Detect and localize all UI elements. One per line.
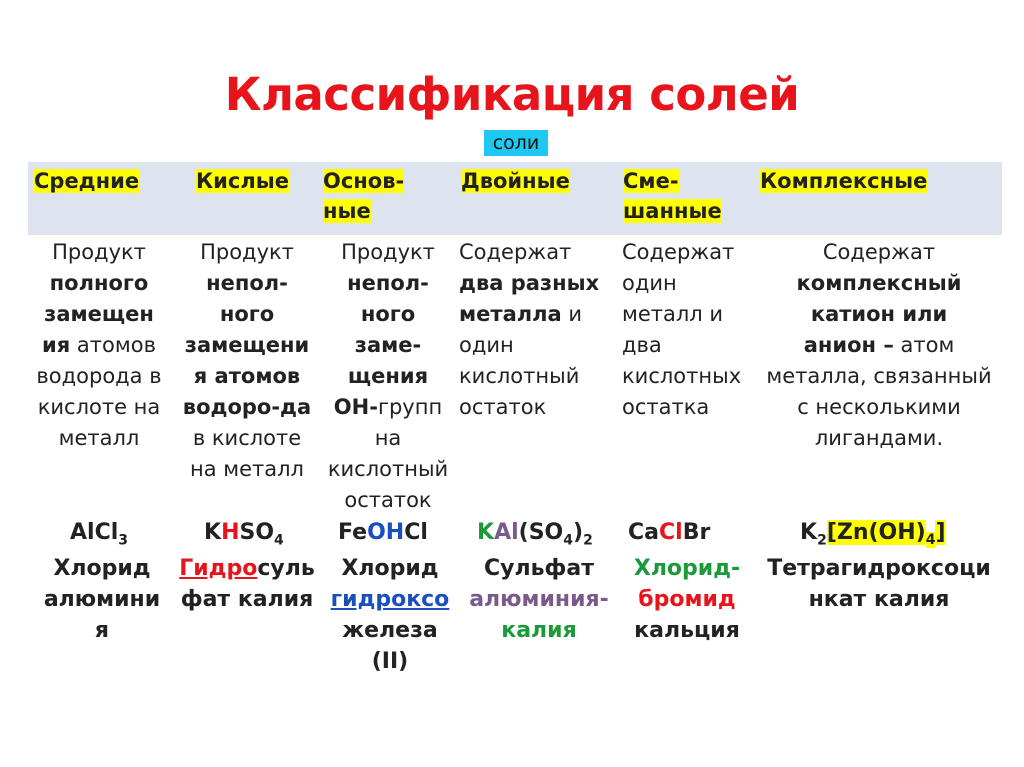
salt-name-line <box>174 584 320 615</box>
salt-name-line <box>322 553 458 584</box>
salt-name-part: нкат калия <box>808 587 950 612</box>
salt-name-line <box>322 584 458 615</box>
description-tail: групп <box>377 395 443 419</box>
formula-part: K <box>477 520 495 545</box>
salt-name-part: кальция <box>634 618 740 643</box>
salt-name-line <box>32 615 172 646</box>
formula-part: 4 <box>274 532 284 549</box>
description-text: Содержат <box>622 240 735 264</box>
salt-name-part: гидроксо <box>330 587 450 612</box>
column-description-5 <box>622 237 752 423</box>
description-line <box>174 392 320 423</box>
formula-part: Ca <box>628 520 659 545</box>
description-text: анион – <box>803 333 894 357</box>
description-line <box>174 299 320 330</box>
description-text: металла <box>459 302 562 326</box>
description-text: ного <box>360 302 416 326</box>
description-text: катион или <box>810 302 948 326</box>
description-text: замещен <box>44 302 154 326</box>
column-header-4 <box>461 166 570 196</box>
description-line <box>622 237 752 268</box>
description-line <box>756 361 1002 392</box>
salt-name-4 <box>459 553 619 646</box>
description-text: в кислоте <box>192 426 302 450</box>
column-description-1 <box>30 237 168 454</box>
salt-name-part: калия <box>501 618 577 643</box>
description-text: водорода в <box>36 364 162 388</box>
description-text: ного <box>219 302 275 326</box>
salt-name-line <box>459 615 619 646</box>
root-label-soli: соли <box>484 130 548 156</box>
formula-part: (SO <box>518 520 564 545</box>
formula-part: 2 <box>583 532 593 549</box>
salt-name-line <box>322 646 458 677</box>
description-line <box>322 268 454 299</box>
description-line <box>30 237 168 268</box>
description-tail: и <box>561 302 583 326</box>
salt-name-part: Сульфат <box>484 556 594 581</box>
column-header-6 <box>760 166 927 196</box>
description-tail: атом <box>893 333 955 357</box>
description-text: замещени <box>184 333 310 357</box>
description-line <box>30 361 168 392</box>
description-line <box>622 392 752 423</box>
description-line <box>622 361 752 392</box>
description-line <box>322 392 454 423</box>
formula-1 <box>70 518 128 555</box>
description-line <box>459 268 619 299</box>
description-text: кислотный <box>327 457 449 481</box>
description-line <box>459 330 619 361</box>
description-line <box>30 392 168 423</box>
description-text: остаток <box>344 488 432 512</box>
salt-name-2 <box>174 553 320 615</box>
column-header-1 <box>34 166 139 196</box>
column-header-line: шанные <box>623 199 722 223</box>
salt-name-part: Хлорид <box>341 556 439 581</box>
description-line <box>174 361 320 392</box>
description-line <box>322 423 454 454</box>
description-text: металл и <box>622 302 724 326</box>
description-line <box>174 330 320 361</box>
formula-4 <box>477 518 593 555</box>
formula-part: 4 <box>563 532 573 549</box>
salt-name-6 <box>756 553 1002 615</box>
description-text: с несколькими <box>797 395 961 419</box>
description-text: остатка <box>622 395 710 419</box>
column-header-line: Двойные <box>461 169 570 193</box>
column-header-3 <box>323 166 404 226</box>
page-title: Классификация солей <box>224 68 800 121</box>
description-text: один <box>459 333 514 357</box>
salt-name-line <box>459 584 619 615</box>
description-text: полного <box>49 271 149 295</box>
formula-part: Cl <box>659 520 683 545</box>
salt-name-3 <box>322 553 458 677</box>
column-description-4 <box>459 237 619 423</box>
description-line <box>756 330 1002 361</box>
column-header-line: Кислые <box>196 169 289 193</box>
salt-name-part: алюминия- <box>469 587 609 612</box>
column-header-line: Средние <box>34 169 140 193</box>
column-header-line: Сме- <box>623 169 679 193</box>
description-line <box>174 237 320 268</box>
description-text: непол- <box>206 271 288 295</box>
description-tail: атомов <box>70 333 156 357</box>
description-line <box>322 237 454 268</box>
column-description-3 <box>322 237 454 516</box>
salt-name-line <box>32 584 172 615</box>
description-line <box>322 330 454 361</box>
description-line <box>30 299 168 330</box>
salt-name-part: фат калия <box>180 587 314 612</box>
description-line <box>322 454 454 485</box>
formula-part: 3 <box>118 532 129 549</box>
salt-name-1 <box>32 553 172 646</box>
formula-part: Fe <box>338 520 368 545</box>
description-line <box>756 268 1002 299</box>
formula-part: K <box>204 520 222 545</box>
column-header-line: ные <box>323 199 371 223</box>
column-header-2 <box>196 166 289 196</box>
description-text: Продукт <box>52 240 146 264</box>
description-text: щения <box>347 364 429 388</box>
column-header-line: Комплексные <box>760 169 928 193</box>
description-line <box>459 299 619 330</box>
formula-part: H <box>221 520 240 545</box>
description-line <box>174 423 320 454</box>
description-text: непол- <box>347 271 429 295</box>
column-header-line: Основ- <box>323 169 405 193</box>
description-text: на <box>374 426 402 450</box>
formula-part: SO <box>239 520 275 545</box>
description-line <box>322 485 454 516</box>
description-line <box>459 392 619 423</box>
formula-part: Al <box>494 520 519 545</box>
description-text: два разных <box>459 271 600 295</box>
formula-part: Br <box>682 520 711 545</box>
formula-part: 4 <box>925 532 936 549</box>
description-text: ОН- <box>333 395 378 419</box>
description-line <box>622 268 752 299</box>
description-line <box>622 330 752 361</box>
salt-name-part: я <box>94 618 110 643</box>
column-description-6 <box>756 237 1002 454</box>
description-line <box>756 237 1002 268</box>
description-line <box>756 423 1002 454</box>
salt-name-part: железа <box>342 618 438 643</box>
description-text: кислоте на <box>37 395 161 419</box>
description-line <box>322 361 454 392</box>
salt-name-line <box>756 553 1002 584</box>
formula-part: [Zn(OH) <box>826 520 926 545</box>
description-line <box>756 392 1002 423</box>
salt-name-5 <box>620 553 754 646</box>
description-text: Продукт <box>200 240 294 264</box>
description-text: ия <box>42 333 71 357</box>
description-text: один <box>622 271 677 295</box>
salt-name-line <box>322 615 458 646</box>
formula-part: OH <box>367 520 405 545</box>
salt-name-part: алюмини <box>43 587 161 612</box>
description-line <box>30 268 168 299</box>
formula-part: 2 <box>817 532 827 549</box>
formula-3 <box>338 518 428 548</box>
description-text: кислотный <box>459 364 580 388</box>
salt-name-line <box>32 553 172 584</box>
formula-part: K <box>800 520 818 545</box>
salt-name-line <box>459 553 619 584</box>
salt-name-part: Хлорид <box>53 556 151 581</box>
salt-name-part: Тетрагидроксоци <box>767 556 991 581</box>
description-text: два <box>622 333 662 357</box>
description-line <box>30 330 168 361</box>
salt-name-part: суль <box>257 556 315 581</box>
salt-name-line <box>620 615 754 646</box>
salt-name-part: бромид <box>638 587 736 612</box>
description-line <box>322 299 454 330</box>
description-line <box>756 299 1002 330</box>
description-text: водоро-да <box>182 395 312 419</box>
description-line <box>174 454 320 485</box>
description-text: я атомов <box>193 364 301 388</box>
description-line <box>459 361 619 392</box>
description-text: кислотных <box>622 364 742 388</box>
formula-part: Cl <box>404 520 428 545</box>
formula-part: AlCl <box>70 520 119 545</box>
description-line <box>459 237 619 268</box>
description-line <box>174 268 320 299</box>
formula-part: ] <box>935 520 946 545</box>
salt-name-line <box>620 584 754 615</box>
description-text: лигандами. <box>814 426 944 450</box>
description-line <box>622 299 752 330</box>
salt-name-line <box>756 584 1002 615</box>
salt-name-part: Хлорид- <box>633 556 741 581</box>
description-text: Содержат <box>822 240 936 264</box>
salt-name-part: Гидро <box>179 556 258 581</box>
formula-part: ) <box>573 520 584 545</box>
description-text: Содержат <box>459 240 572 264</box>
description-text: металл <box>58 426 140 450</box>
description-text: остаток <box>459 395 547 419</box>
column-header-5 <box>623 166 722 226</box>
description-line <box>30 423 168 454</box>
salt-name-part: (II) <box>371 649 409 674</box>
description-text: заме- <box>354 333 422 357</box>
description-text: на металл <box>190 457 304 481</box>
description-text: Продукт <box>341 240 435 264</box>
description-text: металла, связанный <box>766 364 992 388</box>
column-description-2 <box>174 237 320 485</box>
salt-name-line <box>620 553 754 584</box>
formula-2 <box>204 518 284 555</box>
description-text: комплексный <box>796 271 962 295</box>
formula-5 <box>628 518 710 548</box>
salt-name-line <box>174 553 320 584</box>
formula-6 <box>800 518 946 555</box>
